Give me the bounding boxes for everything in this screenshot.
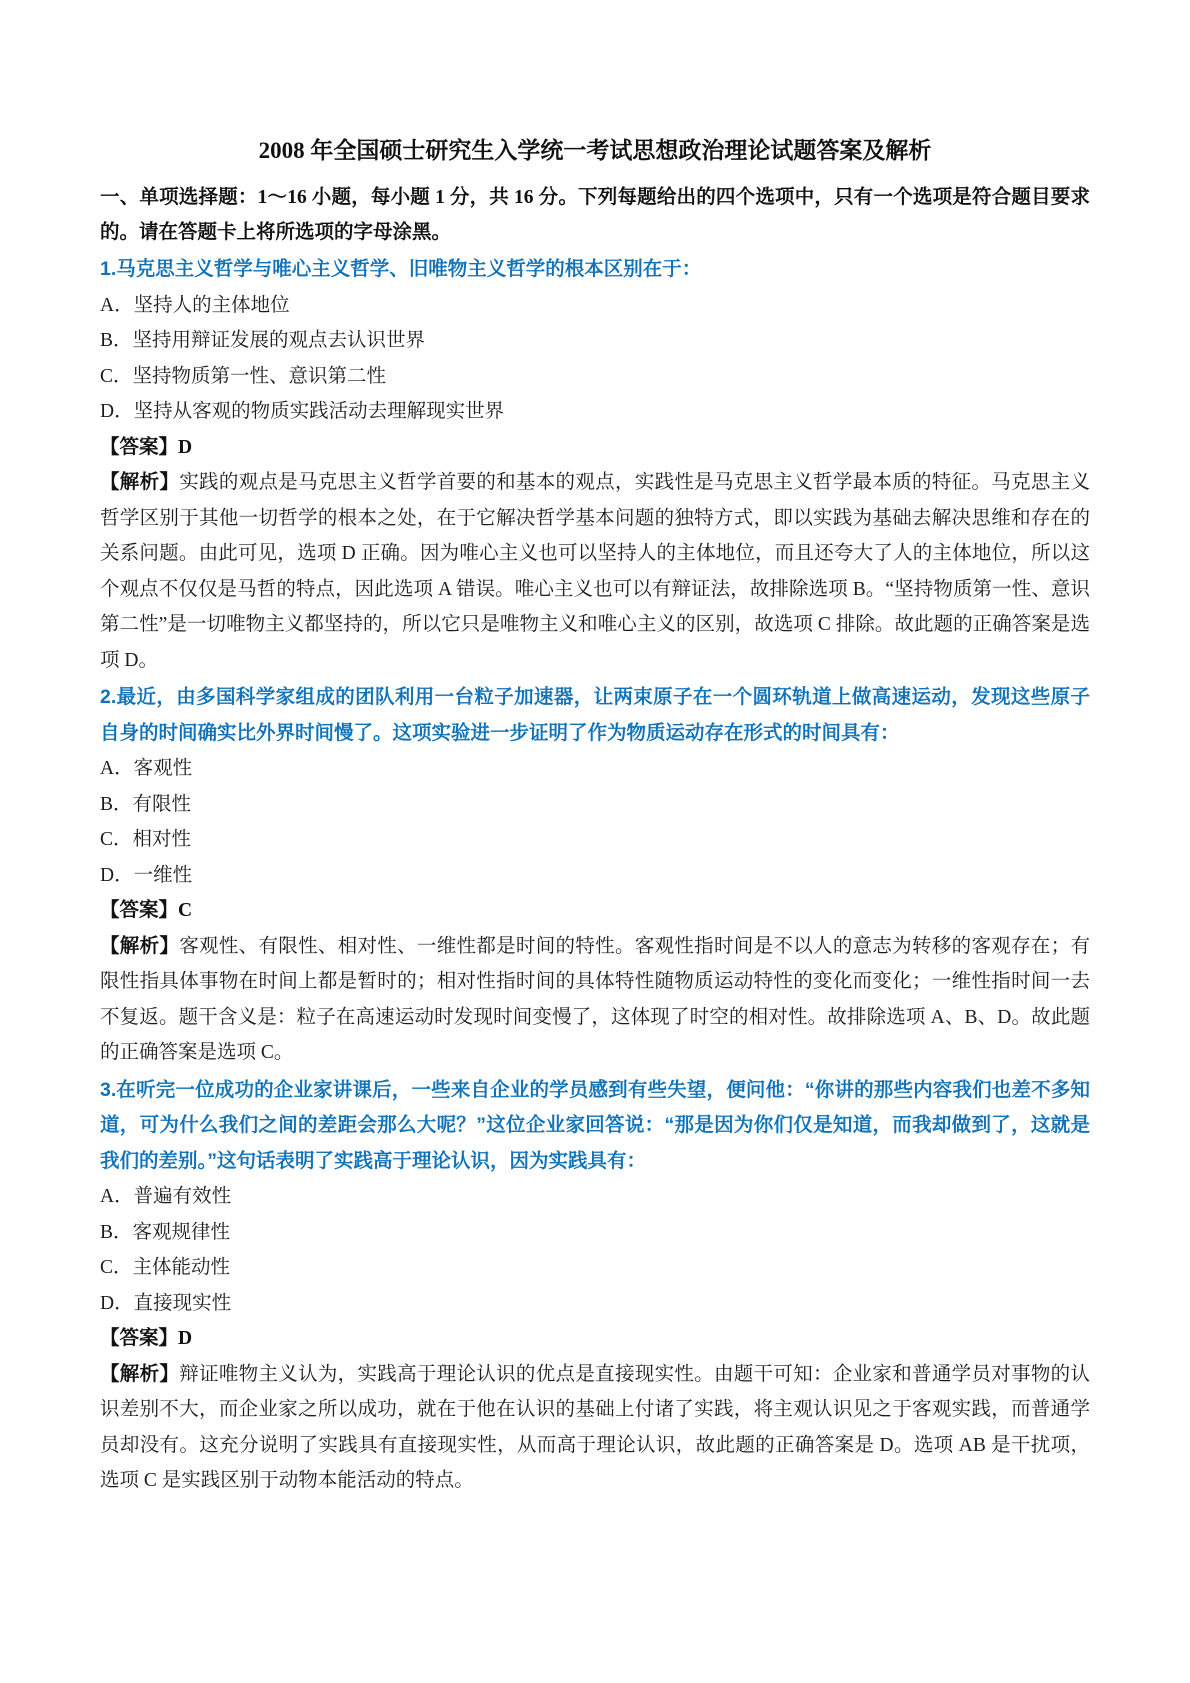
answer-value: D (178, 436, 193, 458)
question-option: B．有限性 (100, 793, 192, 815)
question-block (100, 252, 1090, 678)
question-stem: 2.最近，由多国科学家组成的团队利用一台粒子加速器，让两束原子在一个圆环轨道上做高速运动，发现这些原子自身的时间确实比外界时间慢了。这项实验进一步证明了作为物质运动存在形式的时间具有： (100, 686, 1090, 744)
question-option: D．直接现实性 (100, 1292, 232, 1314)
question-block (100, 1073, 1090, 1499)
answer-line (100, 1321, 1090, 1357)
answer-label: 【答案】 (100, 1328, 179, 1349)
analysis-text: 辩证唯物主义认为，实践高于理论认识的优点是直接现实性。由题干可知：企业家和普通学员对事物的认识差别不大，而企业家之所以成功，就在于他在认识的基础上付诸了实践，将主观认识见之于客观实践，而普通学员却没有。这充分说明了实践具有直接现实性，从而高于理论认识，故此题的正确答案是 D。选项 AB 是干扰项，选项 C 是实践区别于动物本能活动的特点。 (100, 1363, 1090, 1491)
analysis-label: 【解析】 (100, 935, 180, 957)
question-option: B．客观规律性 (100, 1221, 231, 1243)
analysis-paragraph (100, 929, 1090, 1071)
answer-line (100, 893, 1090, 929)
answer-value: D (178, 1328, 193, 1349)
analysis-paragraph (100, 465, 1090, 678)
analysis-paragraph (100, 1357, 1090, 1499)
question-option: D．坚持从客观的物质实践活动去理解现实世界 (100, 401, 505, 422)
answer-label: 【答案】 (100, 436, 179, 458)
question-option: D．一维性 (100, 864, 193, 886)
question-option: A．客观性 (100, 758, 193, 779)
question-option: C．相对性 (100, 829, 192, 850)
question-stem: 3.在听完一位成功的企业家讲课后，一些来自企业的学员感到有些失望，便问他：“你讲的那些内容我们也差不多知道，可为什么我们之间的差距会那么大呢？”这位企业家回答说：“那是因为你们仅是知道，而我却做到了，这就是我们的差别。”这句话表明了实践高于理论认识，因为实践具有： (100, 1078, 1090, 1172)
answer-value: C (178, 900, 193, 921)
questions-container (100, 252, 1090, 1499)
question-option: A．坚持人的主体地位 (100, 294, 290, 316)
analysis-text: 客观性、有限性、相对性、一维性都是时间的特性。客观性指时间是不以人的意志为转移的客观存在；有限性指具体事物在时间上都是暂时的；相对性指时间的具体特性随物质运动特性的变化而变化；一维性指时间一去不复返。题干含义是：粒子在高速运动时发现时间变慢了，这体现了时空的相对性。故排除选项 A、B、D。故此题的正确答案是选项 C。 (100, 935, 1090, 1063)
question-stem: 1.马克思主义哲学与唯心主义哲学、旧唯物主义哲学的根本区别在于： (100, 258, 702, 280)
question-option: B．坚持用辩证发展的观点去认识世界 (100, 330, 426, 351)
analysis-label: 【解析】 (100, 472, 180, 493)
answer-label: 【答案】 (100, 900, 179, 921)
page-title: 2008 年全国硕士研究生入学统一考试思想政治理论试题答案及解析 (258, 138, 932, 163)
section-header: 一、单项选择题：1～16 小题，每小题 1 分，共 16 分。下列每题给出的四个选项中，只有一个选项是符合题目要求的。请在答题卡上将所选项的字母涂黑。 (100, 187, 1090, 243)
question-option: C．主体能动性 (100, 1257, 231, 1278)
analysis-text: 实践的观点是马克思主义哲学首要的和基本的观点，实践性是马克思主义哲学最本质的特征。马克思主义哲学区别于其他一切哲学的根本之处，在于它解决哲学基本问题的独特方式，即以实践为基础去解决思维和存在的关系问题。由此可见，选项 D 正确。因为唯心主义也可以坚持人的主体地位，而且还夸大了人的主体地位，所以这个观点不仅仅是马哲的特点，因此选项 A 错误。唯心主义也可以有辩证法，故排除选项 B。“坚持物质第一性、意识第二性”是一切唯物主义都坚持的，所以它只是唯物主义和唯心主义的区别，故选项 C 排除。故此题的正确答案是选项 D。 (100, 472, 1090, 671)
question-option: A．普遍有效性 (100, 1186, 232, 1207)
question-option: C．坚持物质第一性、意识第二性 (100, 365, 387, 387)
answer-line (100, 430, 1090, 466)
analysis-label: 【解析】 (100, 1363, 180, 1385)
question-block (100, 680, 1090, 1071)
